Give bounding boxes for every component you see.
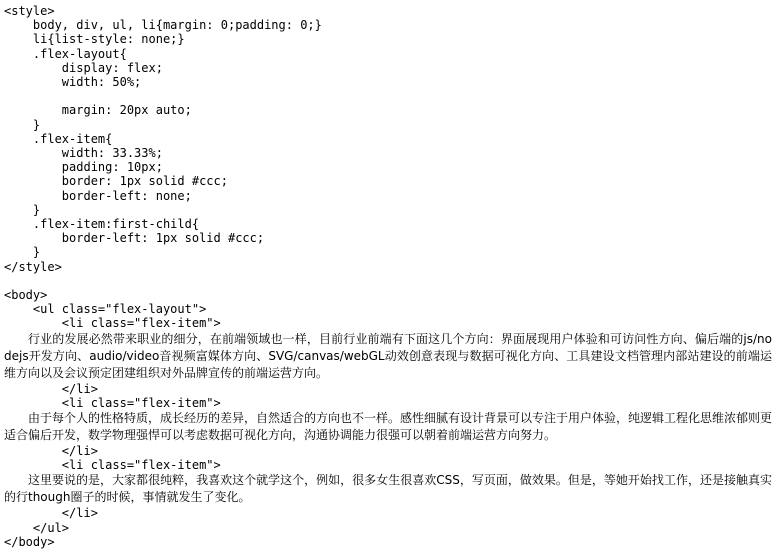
code-line: <li class="flex-item"> — [4, 395, 221, 410]
code-line: margin: 20px auto; — [4, 103, 192, 118]
code-line: <li class="flex-item"> — [4, 458, 221, 473]
code-line-blank — [4, 274, 774, 288]
list-item-paragraph: 这里要说的是，大家都很纯粹，我喜欢这个就学这个，例如，很多女生很喜欢CSS，写页面，做效果。但是，等她开始找工作，还是接触真实的行though圈子的时候，事情就发生了变化。 — [4, 473, 772, 505]
list-item-paragraph-3-wrap — [4, 472, 774, 506]
code-line: <li class="flex-item"> — [4, 316, 221, 331]
code-line: width: 33.33%; — [4, 146, 163, 161]
code-line: </li> — [4, 444, 98, 459]
code-line: border-left: 1px solid #ccc; — [4, 231, 265, 246]
list-item-paragraph-2-wrap — [4, 410, 774, 444]
code-line: display: flex; — [4, 60, 163, 75]
code-line: <style> — [4, 4, 55, 18]
code-line: .flex-item{ — [4, 131, 113, 146]
code-line: padding: 10px; — [4, 160, 163, 175]
code-line: body, div, ul, li{margin: 0;padding: 0;} — [4, 18, 322, 33]
code-line: </li> — [4, 506, 98, 521]
code-line: } — [4, 117, 41, 132]
code-line: } — [4, 245, 41, 260]
code-line: </ul> — [4, 520, 70, 535]
code-line: </body> — [4, 534, 55, 549]
code-line: <ul class="flex-layout"> — [4, 302, 207, 317]
code-line: </style> — [4, 259, 62, 274]
code-line: li{list-style: none;} — [4, 32, 185, 47]
code-line-blank — [4, 89, 774, 103]
code-line: <body> — [4, 288, 48, 303]
list-item-paragraph-1-wrap — [4, 331, 774, 382]
code-line: border-left: none; — [4, 188, 192, 203]
code-line: border: 1px solid #ccc; — [4, 174, 228, 189]
list-item-paragraph: 行业的发展必然带来职业的细分，在前端领域也一样，目前行业前端有下面这几个方向：界面展现用户体验和可访问性方向、偏后端的js/nodejs开发方向、audio/video音视频富媒体方向、SVG/canvas/webGL动效创意表现与数据可视化方向、工具建设文档管理内部站建设的前端运维方向以及会议预定团建组织对外品牌宣传的前端运营方向。 — [4, 331, 772, 380]
list-item-paragraph: 由于每个人的性格特质，成长经历的差异，自然适合的方向也不一样。感性细腻有设计背景可以专注于用户体验，纯逻辑工程化思维浓郁则更适合偏后开发，数学物理强悍可以考虑数据可视化方向，沟通协调能力很强可以朝着前端运营方向努力。 — [4, 411, 773, 443]
code-line: .flex-item:first-child{ — [4, 217, 200, 232]
code-line: .flex-layout{ — [4, 46, 127, 61]
code-line: </li> — [4, 381, 98, 396]
code-line: } — [4, 202, 41, 217]
code-line: width: 50%; — [4, 75, 142, 90]
